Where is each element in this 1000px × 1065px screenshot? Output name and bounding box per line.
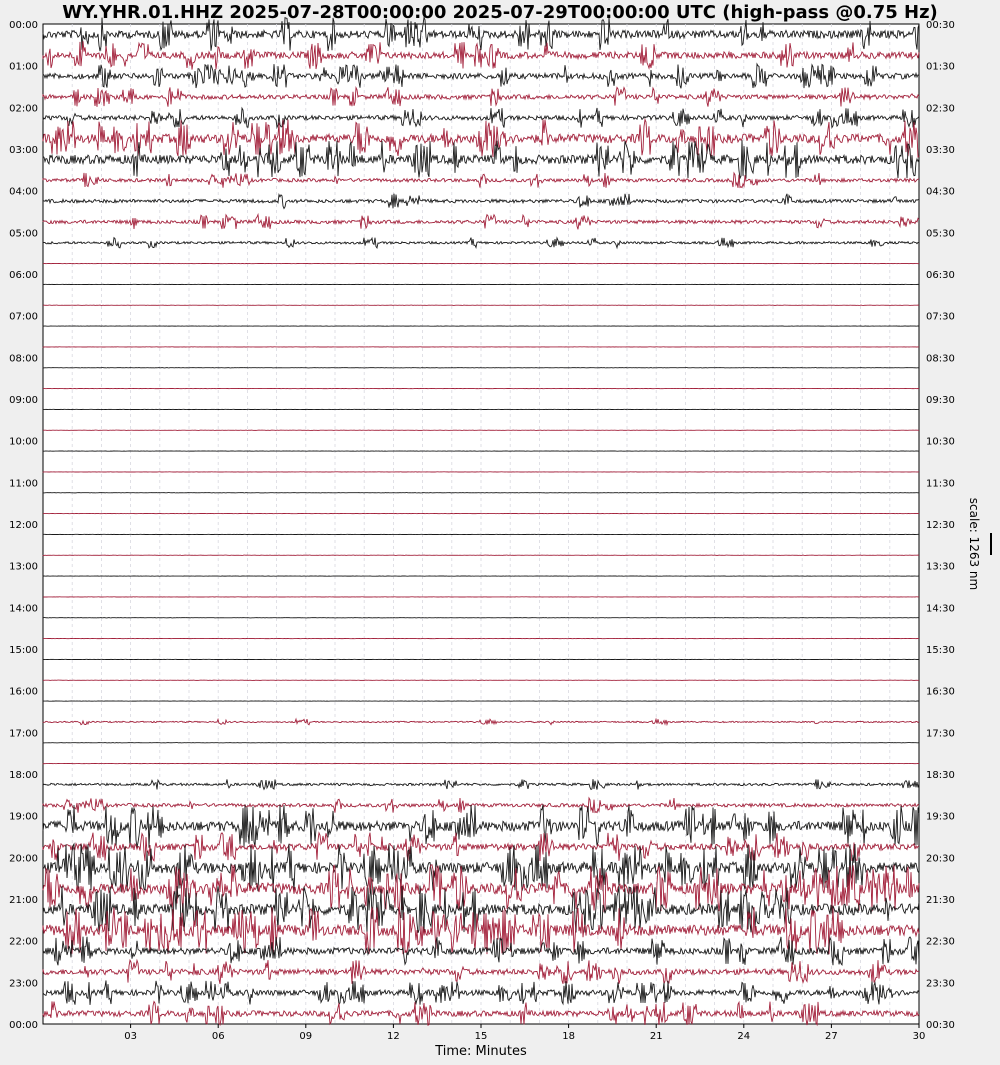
x-tick-label: 30 [912, 1031, 926, 1042]
left-time-label: 21:00 [9, 895, 38, 906]
left-time-label: 17:00 [9, 728, 38, 740]
x-tick-label: 06 [211, 1031, 225, 1042]
left-time-label: 06:00 [9, 270, 38, 281]
left-time-label: 04:00 [9, 186, 38, 198]
left-time-label: 02:00 [9, 103, 38, 115]
left-time-label: 12:00 [9, 520, 38, 531]
right-time-label: 06:30 [926, 270, 955, 281]
right-time-label: 16:30 [926, 686, 955, 698]
x-axis-label: Time: Minutes [435, 1044, 527, 1059]
right-time-label: 23:30 [926, 978, 955, 990]
left-time-label: 00:00 [9, 20, 38, 31]
right-time-label: 02:30 [926, 103, 955, 115]
right-time-label: 21:30 [926, 895, 955, 906]
x-tick-label: 03 [124, 1031, 137, 1042]
right-time-label: 05:30 [926, 228, 955, 240]
right-time-label: 22:30 [926, 936, 955, 948]
right-time-label: 19:30 [926, 811, 955, 823]
left-time-label: 14:00 [9, 603, 38, 615]
x-tick-label: 12 [387, 1031, 400, 1042]
right-time-label: 13:30 [926, 561, 955, 573]
x-tick-label: 27 [825, 1031, 838, 1042]
left-time-label: 03:00 [9, 145, 38, 156]
left-time-label: 01:00 [9, 61, 38, 73]
right-time-label: 15:30 [926, 645, 955, 656]
left-time-label: 19:00 [9, 811, 38, 823]
right-time-label: 20:30 [926, 853, 955, 865]
right-time-label: 08:30 [926, 353, 955, 365]
x-tick-label: 24 [737, 1031, 751, 1042]
x-tick-label: 09 [299, 1031, 313, 1042]
right-time-label: 04:30 [926, 186, 955, 198]
right-time-label: 09:30 [926, 395, 955, 406]
right-time-label: 17:30 [926, 728, 955, 740]
right-time-label: 10:30 [926, 436, 955, 448]
right-time-label: 11:30 [926, 478, 955, 490]
right-time-label: 12:30 [926, 520, 955, 531]
left-time-label: 11:00 [9, 478, 38, 490]
left-time-label: 09:00 [9, 395, 38, 406]
scale-label: scale: 1263 nm [967, 497, 981, 591]
left-time-label: 18:00 [9, 770, 38, 781]
left-time-label: 10:00 [9, 436, 38, 448]
left-time-label: 05:00 [9, 228, 38, 240]
left-time-label: 16:00 [9, 686, 38, 698]
x-tick-label: 15 [474, 1031, 488, 1042]
right-time-label: 18:30 [926, 770, 955, 781]
right-time-label: 07:30 [926, 311, 955, 323]
chart-title: WY.YHR.01.HHZ 2025-07-28T00:00:00 2025-07-29T00:00:00 UTC (high-pass @0.75 Hz) [62, 2, 938, 23]
left-time-label: 13:00 [9, 561, 38, 573]
left-time-label: 00:00 [9, 1020, 38, 1031]
right-time-label: 14:30 [926, 603, 955, 615]
right-time-label: 00:30 [926, 1020, 955, 1031]
x-tick-label: 21 [649, 1031, 663, 1042]
left-time-label: 07:00 [9, 311, 38, 323]
left-time-label: 08:00 [9, 353, 38, 365]
left-time-label: 23:00 [9, 978, 38, 990]
x-tick-label: 18 [562, 1031, 575, 1042]
right-time-label: 00:30 [926, 20, 955, 31]
right-time-label: 03:30 [926, 145, 955, 156]
left-time-label: 15:00 [9, 645, 38, 656]
left-time-label: 20:00 [9, 853, 38, 865]
left-time-label: 22:00 [9, 936, 38, 948]
right-time-label: 01:30 [926, 61, 955, 73]
